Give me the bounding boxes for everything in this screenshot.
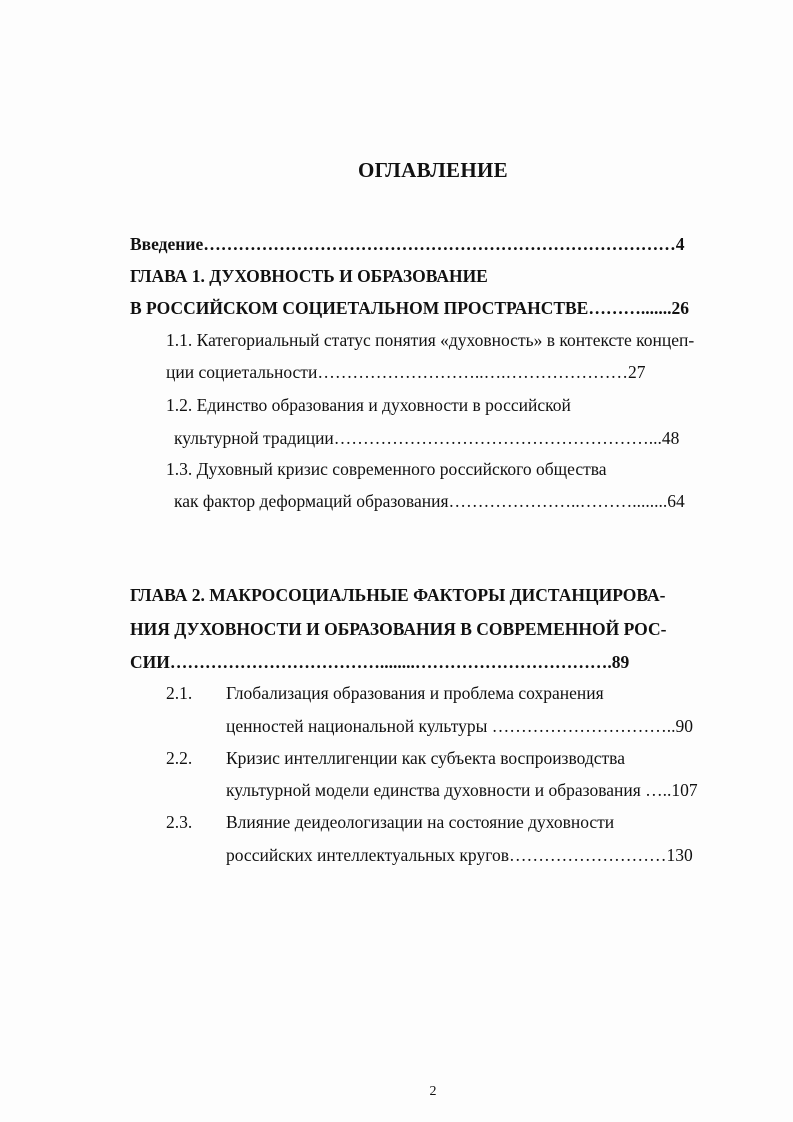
- toc-chapter2-title-line3: СИИ………………………………........…………………………….89: [130, 652, 630, 672]
- toc-section-number: 2.3.: [166, 812, 193, 832]
- toc-chapter1-title-line2: В РОССИЙСКОМ СОЦИЕТАЛЬНОМ ПРОСТРАНСТВЕ……….......26: [130, 298, 689, 318]
- toc-section-1-2-line1: 1.2. Единство образования и духовности в российской: [166, 395, 571, 415]
- page-title: ОГЛАВЛЕНИЕ: [358, 158, 508, 182]
- toc-section-1-2-line2: культурной традиции………………………………………………...48: [174, 428, 680, 448]
- toc-section-2-2-line1: Кризис интеллигенции как субъекта воспроизводства: [226, 748, 625, 768]
- toc-section-2-3-line2: российских интеллектуальных кругов………………………130: [226, 845, 693, 865]
- toc-section-2-2-line2: культурной модели единства духовности и образования …..107: [226, 780, 698, 800]
- toc-chapter1-title-line1: ГЛАВА 1. ДУХОВНОСТЬ И ОБРАЗОВАНИЕ: [130, 266, 488, 286]
- toc-section-1-1-line2: ции социетальности………………………..….…………………27: [166, 362, 646, 382]
- toc-chapter2-title-line2: НИЯ ДУХОВНОСТИ И ОБРАЗОВАНИЯ В СОВРЕМЕННОЙ РОС-: [130, 619, 667, 639]
- toc-intro-entry: Введение………………………………………………………………………4: [130, 234, 685, 254]
- toc-section-2-3-line1: Влияние деидеологизации на состояние духовности: [226, 812, 615, 832]
- toc-chapter2-title-line1: ГЛАВА 2. МАКРОСОЦИАЛЬНЫЕ ФАКТОРЫ ДИСТАНЦИРОВА-: [130, 585, 666, 605]
- toc-section-1-3-line2: как фактор деформаций образования…………………..………........64: [174, 491, 685, 511]
- page-number: 2: [429, 1084, 437, 1099]
- toc-section-number: 2.1.: [166, 683, 193, 703]
- toc-section-2-1-line1: Глобализация образования и проблема сохранения: [226, 683, 604, 703]
- toc-section-1-1-line1: 1.1. Категориальный статус понятия «духовность» в контексте концеп-: [166, 330, 695, 350]
- toc-section-number: 2.2.: [166, 748, 193, 768]
- toc-section-1-3-line1: 1.3. Духовный кризис современного российского общества: [166, 459, 607, 479]
- toc-section-2-1-line2: ценностей национальной культуры …………………………..90: [226, 716, 694, 736]
